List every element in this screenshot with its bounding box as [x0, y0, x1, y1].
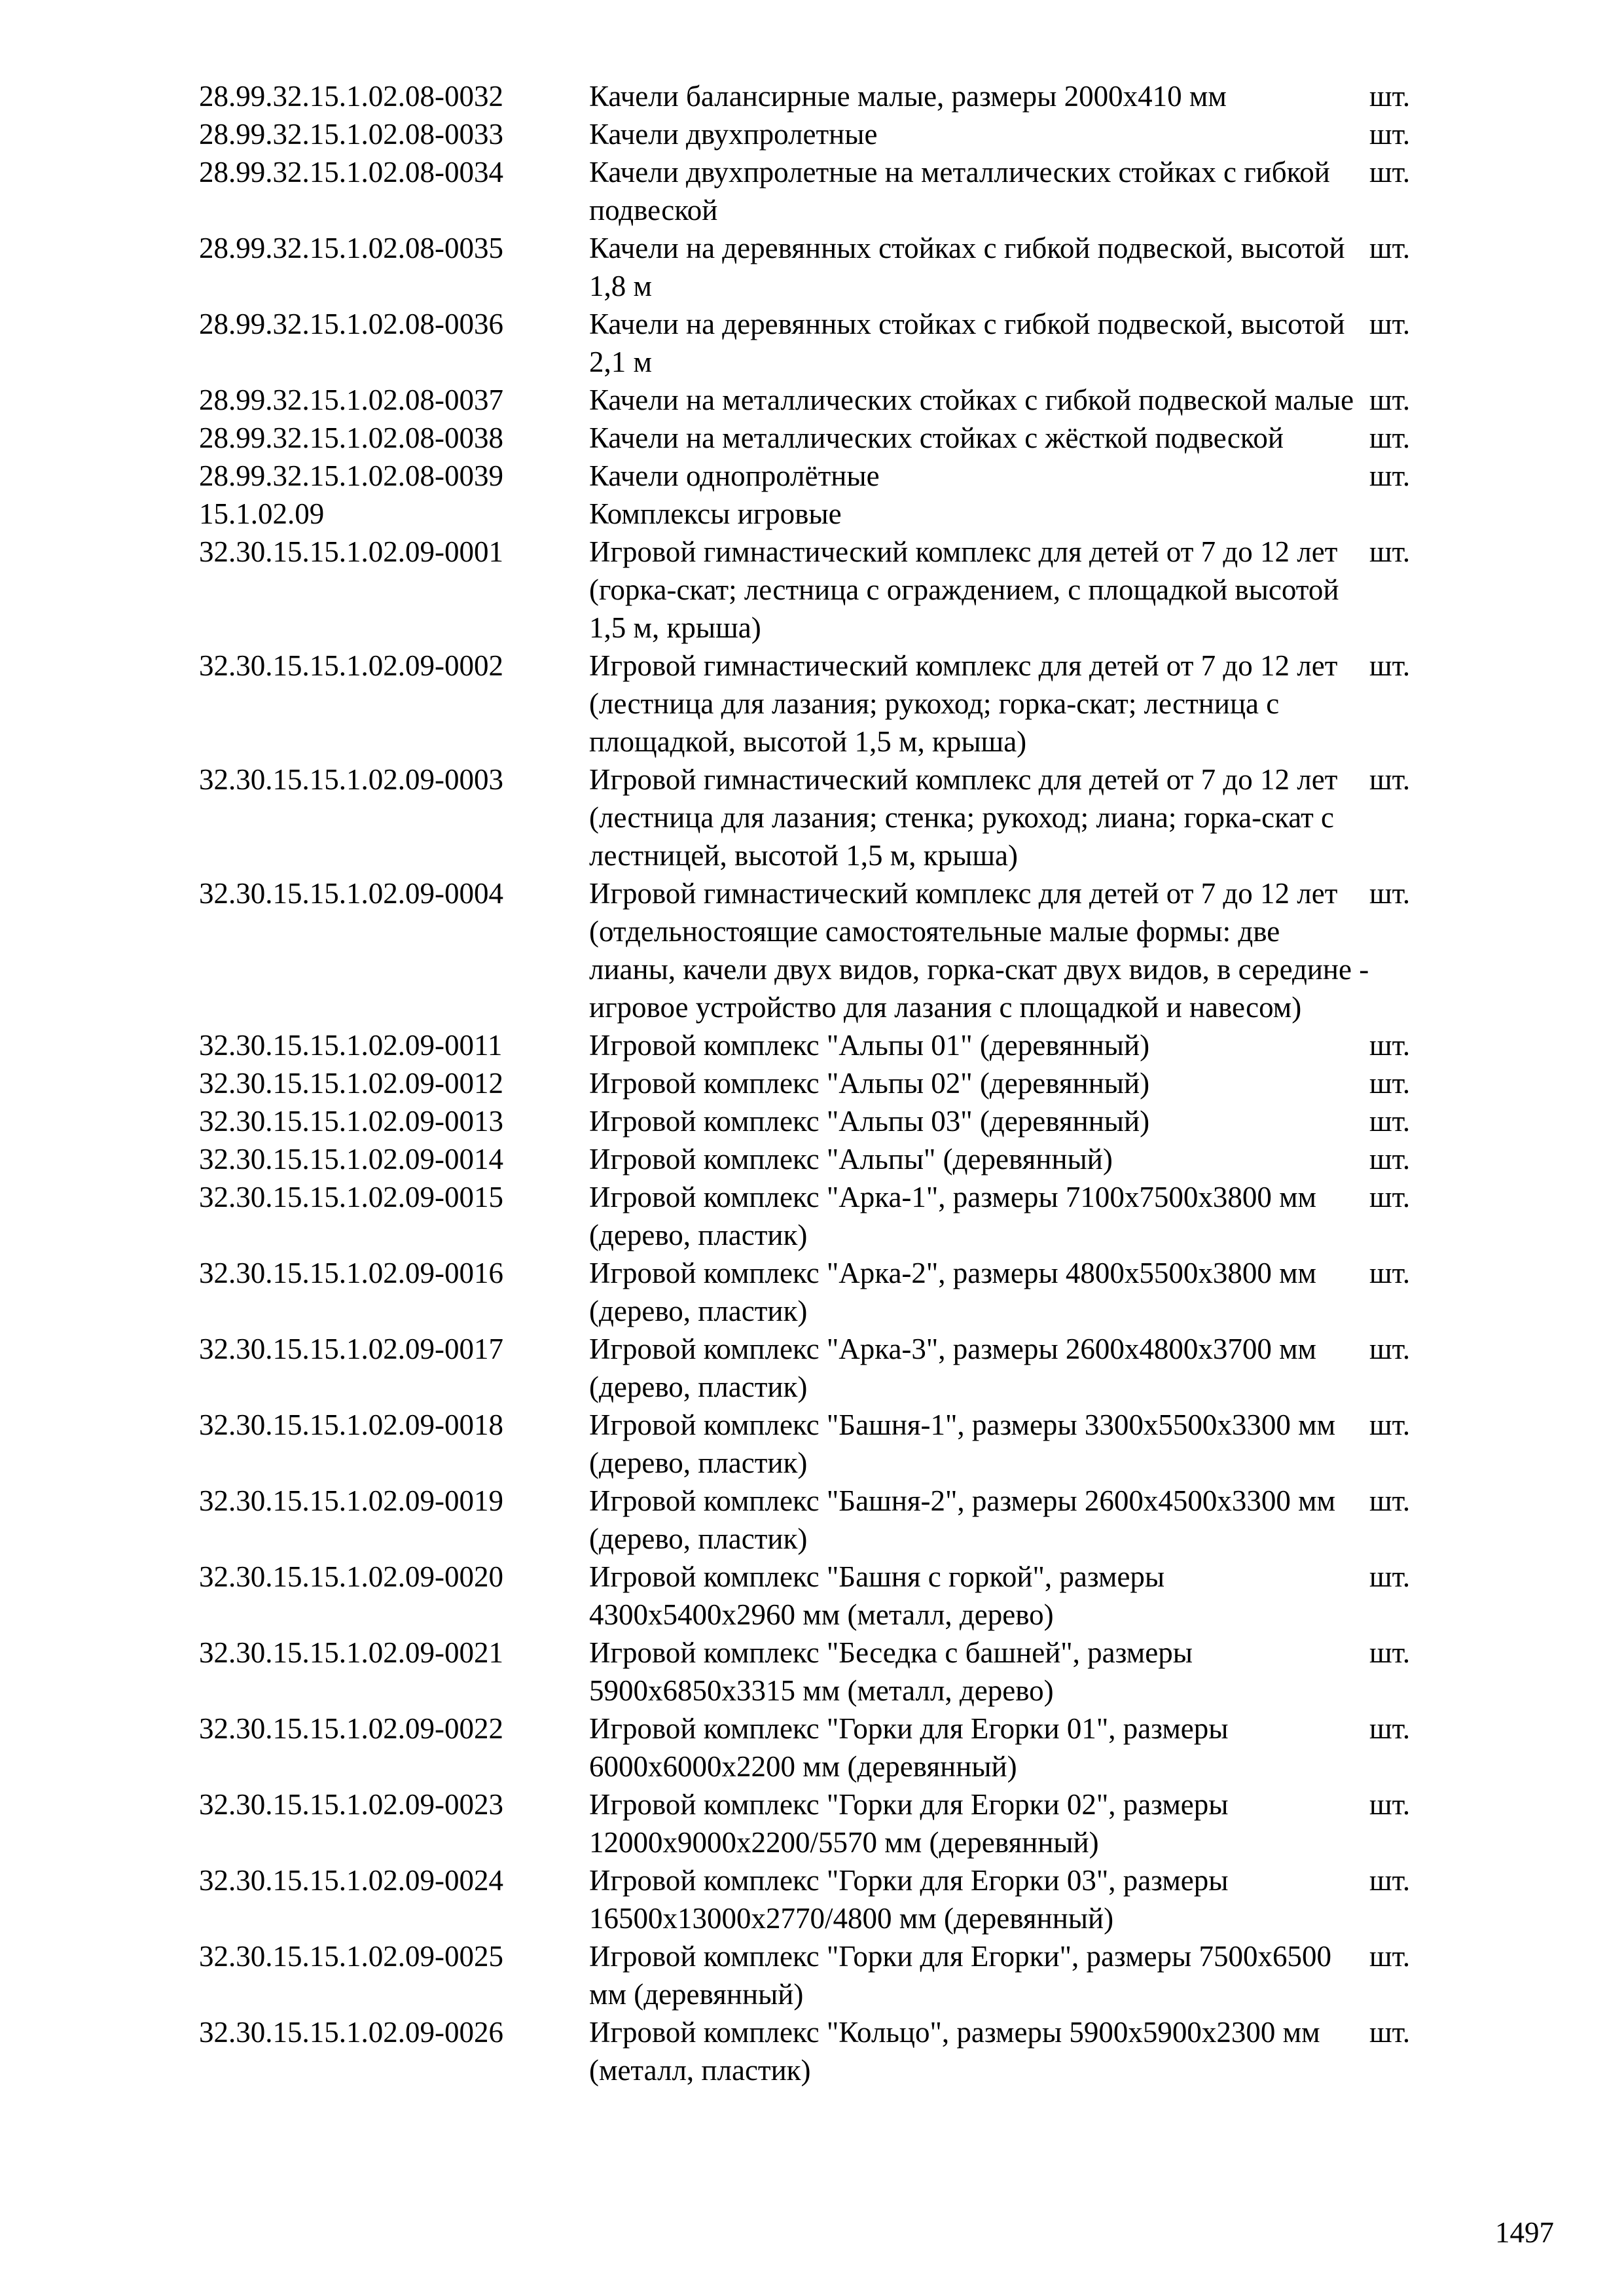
- item-unit: шт.: [1369, 1408, 1411, 1441]
- item-name: Качели однопролётные: [589, 459, 880, 492]
- table-row: [199, 1634, 1456, 1710]
- item-unit: шт.: [1369, 763, 1411, 796]
- table-row: [199, 77, 1456, 115]
- item-code: 32.30.15.15.1.02.09-0020: [199, 1560, 503, 1593]
- item-name: Игровой комплекс "Башня-2", размеры 2600х4500х3300 мм (дерево, пластик): [589, 1484, 1336, 1555]
- item-code: 32.30.15.15.1.02.09-0012: [199, 1067, 503, 1100]
- item-code: 32.30.15.15.1.02.09-0025: [199, 1940, 503, 1973]
- item-unit: шт.: [1369, 649, 1411, 682]
- table-row: [199, 1102, 1456, 1140]
- item-name: Игровой комплекс "Горки для Егорки 02", размеры 12000х9000х2200/5570 мм (деревянный): [589, 1788, 1229, 1859]
- item-code: 32.30.15.15.1.02.09-0015: [199, 1181, 503, 1213]
- item-unit: шт.: [1369, 1940, 1411, 1973]
- item-code: 32.30.15.15.1.02.09-0011: [199, 1029, 503, 1062]
- item-unit: шт.: [1369, 459, 1411, 492]
- item-unit: шт.: [1369, 877, 1411, 910]
- table-row: [199, 647, 1456, 761]
- item-name: Качели двухпролетные: [589, 118, 878, 151]
- item-unit: шт.: [1369, 1712, 1411, 1745]
- table-row: [199, 229, 1456, 305]
- item-code: 32.30.15.15.1.02.09-0019: [199, 1484, 503, 1517]
- item-name: Игровой комплекс "Горки для Егорки 01", размеры 6000х6000х2200 мм (деревянный): [589, 1712, 1229, 1783]
- item-unit: шт.: [1369, 156, 1411, 188]
- item-code: 28.99.32.15.1.02.08-0035: [199, 232, 503, 264]
- item-name: Качели на металлических стойках с жёсткой подвеской: [589, 422, 1284, 454]
- table-row: [199, 457, 1456, 495]
- item-name: Игровой комплекс "Беседка с башней", размеры 5900х6850х3315 мм (металл, дерево): [589, 1636, 1193, 1707]
- item-name: Игровой гимнастический комплекс для детей от 7 до 12 лет (лестница для лазания; стенка; рукоход; лиана; горка-скат с лестницей, высотой 1,5 м, крыша): [589, 763, 1338, 872]
- item-name: Игровой комплекс "Арка-1", размеры 7100х7500х3800 мм (дерево, пластик): [589, 1181, 1317, 1251]
- item-name: Игровой комплекс "Альпы 02" (деревянный): [589, 1067, 1150, 1100]
- item-name: Комплексы игровые: [589, 497, 842, 530]
- item-unit: шт.: [1369, 1257, 1411, 1289]
- table-row: [199, 1140, 1456, 1178]
- item-name: Игровой комплекс "Альпы" (деревянный): [589, 1143, 1113, 1175]
- table-row: [199, 1254, 1456, 1330]
- table-row: [199, 1710, 1456, 1785]
- item-unit: шт.: [1369, 1864, 1411, 1897]
- table-row: [199, 1482, 1456, 1558]
- table-row: [199, 2013, 1456, 2089]
- table-row: [199, 1064, 1456, 1102]
- item-code: 28.99.32.15.1.02.08-0034: [199, 156, 503, 188]
- item-unit: шт.: [1369, 80, 1411, 113]
- item-unit: шт.: [1369, 535, 1411, 568]
- item-code: 32.30.15.15.1.02.09-0001: [199, 535, 503, 568]
- item-code: 32.30.15.15.1.02.09-0026: [199, 2016, 503, 2049]
- item-name: Игровой комплекс "Арка-2", размеры 4800х5500х3800 мм (дерево, пластик): [589, 1257, 1317, 1327]
- item-name: Игровой гимнастический комплекс для детей от 7 до 12 лет (лестница для лазания; рукоход; горка-скат; лестница с площадкой, высотой 1,5 м, крыша): [589, 649, 1338, 758]
- item-code: 32.30.15.15.1.02.09-0023: [199, 1788, 503, 1821]
- item-code: 32.30.15.15.1.02.09-0004: [199, 877, 503, 910]
- item-code: 15.1.02.09: [199, 497, 325, 530]
- item-code: 28.99.32.15.1.02.08-0033: [199, 118, 503, 151]
- item-code: 28.99.32.15.1.02.08-0032: [199, 80, 503, 113]
- item-name: Качели на металлических стойках с гибкой подвеской малые: [589, 384, 1354, 416]
- table-row: [199, 874, 1456, 1026]
- item-name: Игровой комплекс "Горки для Егорки 03", размеры 16500х13000х2770/4800 мм (деревянный): [589, 1864, 1229, 1935]
- item-unit: шт.: [1369, 2016, 1411, 2049]
- item-name: Игровой комплекс "Арка-3", размеры 2600х4800х3700 мм (дерево, пластик): [589, 1333, 1317, 1403]
- item-unit: шт.: [1369, 1333, 1411, 1365]
- table-row: [199, 1026, 1456, 1064]
- table-row: [199, 533, 1456, 647]
- item-unit: шт.: [1369, 1105, 1411, 1138]
- item-unit: шт.: [1369, 1636, 1411, 1669]
- item-unit: шт.: [1369, 1484, 1411, 1517]
- item-name: Игровой комплекс "Башня с горкой", размеры 4300х5400х2960 мм (металл, дерево): [589, 1560, 1165, 1631]
- table-row: [199, 1330, 1456, 1406]
- item-unit: шт.: [1369, 308, 1411, 340]
- item-code: 32.30.15.15.1.02.09-0002: [199, 649, 503, 682]
- item-code: 32.30.15.15.1.02.09-0013: [199, 1105, 503, 1138]
- materials-table: [199, 77, 1456, 2089]
- table-row: [199, 1785, 1456, 1861]
- item-code: 32.30.15.15.1.02.09-0021: [199, 1636, 503, 1669]
- item-unit: шт.: [1369, 1788, 1411, 1821]
- item-name: Игровой комплекс "Альпы 01" (деревянный): [589, 1029, 1150, 1062]
- item-unit: шт.: [1369, 1143, 1411, 1175]
- item-unit: шт.: [1369, 118, 1411, 151]
- table-row: [199, 495, 1456, 533]
- item-code: 32.30.15.15.1.02.09-0003: [199, 763, 503, 796]
- item-name: Игровой гимнастический комплекс для детей от 7 до 12 лет (отдельностоящие самостоятельные малые формы: две лианы, качели двух видов, горка-скат двух видов, в середине - игровое устройство для лазания с площадкой и навесом): [589, 877, 1369, 1024]
- item-name: Качели на деревянных стойках с гибкой подвеской, высотой 2,1 м: [589, 308, 1345, 378]
- table-row: [199, 153, 1456, 229]
- table-row: [199, 1558, 1456, 1634]
- item-unit: шт.: [1369, 1029, 1411, 1062]
- table-row: [199, 1406, 1456, 1482]
- item-unit: шт.: [1369, 1560, 1411, 1593]
- item-name: Игровой гимнастический комплекс для детей от 7 до 12 лет (горка-скат; лестница с ограждением, с площадкой высотой 1,5 м, крыша): [589, 535, 1339, 644]
- table-row: [199, 419, 1456, 457]
- item-code: 32.30.15.15.1.02.09-0018: [199, 1408, 503, 1441]
- item-name: Качели двухпролетные на металлических стойках с гибкой подвеской: [589, 156, 1330, 226]
- item-name: Качели балансирные малые, размеры 2000х410 мм: [589, 80, 1227, 113]
- item-code: 32.30.15.15.1.02.09-0022: [199, 1712, 503, 1745]
- item-name: Игровой комплекс "Башня-1", размеры 3300х5500х3300 мм (дерево, пластик): [589, 1408, 1336, 1479]
- item-name: Игровой комплекс "Горки для Егорки", размеры 7500х6500 мм (деревянный): [589, 1940, 1332, 2011]
- table-row: [199, 761, 1456, 874]
- table-row: [199, 1178, 1456, 1254]
- item-code: 32.30.15.15.1.02.09-0017: [199, 1333, 503, 1365]
- item-name: Качели на деревянных стойках с гибкой подвеской, высотой 1,8 м: [589, 232, 1345, 302]
- item-name: Игровой комплекс "Кольцо", размеры 5900х5900х2300 мм (металл, пластик): [589, 2016, 1320, 2087]
- item-code: 28.99.32.15.1.02.08-0039: [199, 459, 503, 492]
- item-code: 28.99.32.15.1.02.08-0036: [199, 308, 503, 340]
- table-row: [199, 115, 1456, 153]
- item-unit: шт.: [1369, 1067, 1411, 1100]
- item-name: Игровой комплекс "Альпы 03" (деревянный): [589, 1105, 1150, 1138]
- table-row: [199, 1937, 1456, 2013]
- item-unit: шт.: [1369, 232, 1411, 264]
- item-code: 32.30.15.15.1.02.09-0024: [199, 1864, 503, 1897]
- page-number: 1497: [1495, 2216, 1554, 2249]
- table-row: [199, 1861, 1456, 1937]
- item-unit: шт.: [1369, 384, 1411, 416]
- item-code: 28.99.32.15.1.02.08-0037: [199, 384, 503, 416]
- item-unit: шт.: [1369, 422, 1411, 454]
- item-code: 28.99.32.15.1.02.08-0038: [199, 422, 503, 454]
- table-row: [199, 381, 1456, 419]
- table-row: [199, 305, 1456, 381]
- item-code: 32.30.15.15.1.02.09-0016: [199, 1257, 503, 1289]
- item-code: 32.30.15.15.1.02.09-0014: [199, 1143, 503, 1175]
- item-unit: шт.: [1369, 1181, 1411, 1213]
